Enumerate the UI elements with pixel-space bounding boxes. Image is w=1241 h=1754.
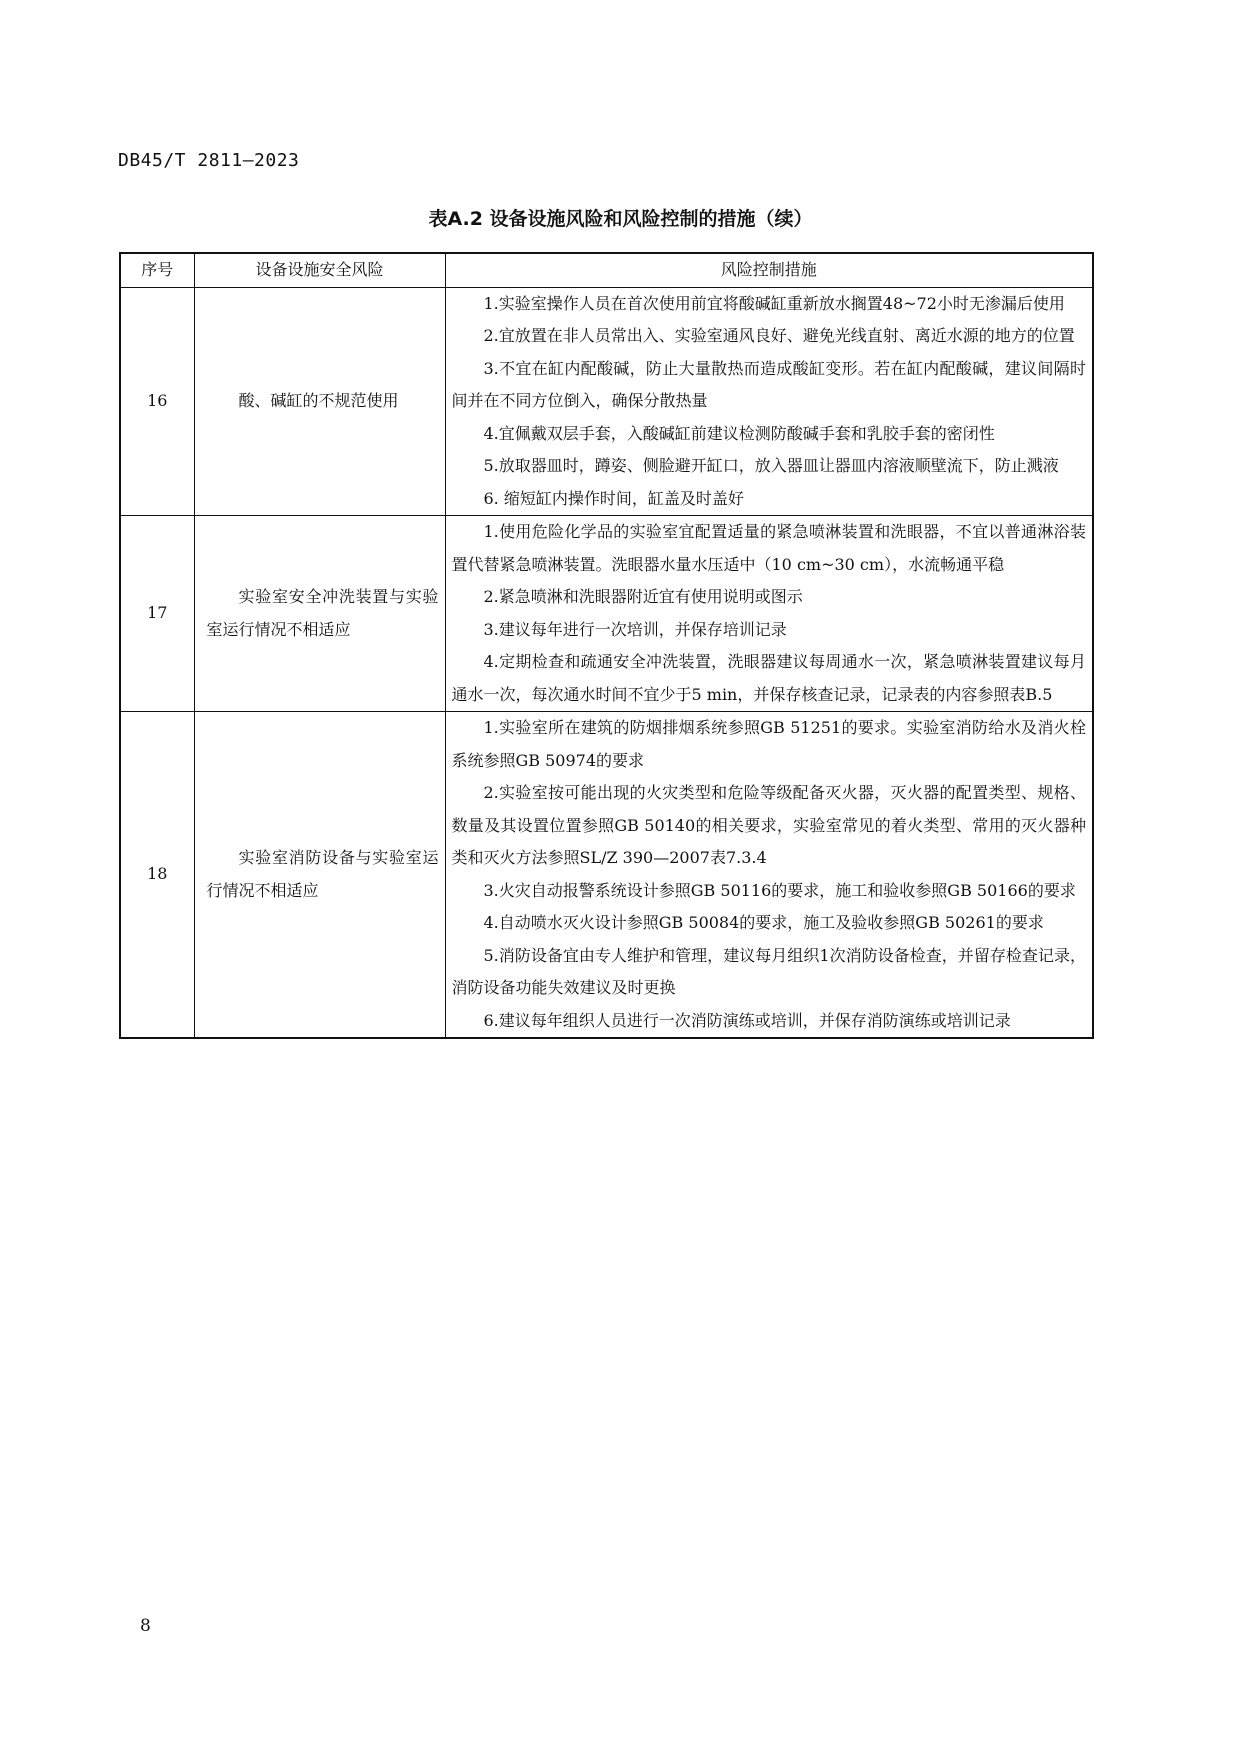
control-measures	[445, 516, 1093, 712]
risk-description: 酸、碱缸的不规范使用	[194, 287, 445, 516]
measure-item: 3.不宜在缸内配酸碱，防止大量散热而造成酸缸变形。若在缸内配酸碱，建议间隔时间并在不同方位倒入，确保分散热量	[451, 358, 1086, 410]
column-header-measures: 风险控制措施	[445, 253, 1093, 287]
measure-item: 5.消防设备宜由专人维护和管理，建议每月组织1次消防设备检查，并留存检查记录，消防设备功能失效建议及时更换	[451, 945, 1086, 997]
measure-item: 4.宜佩戴双层手套，入酸碱缸前建议检测防酸碱手套和乳胶手套的密闭性	[483, 423, 995, 443]
column-header-number: 序号	[120, 253, 194, 287]
table-row	[120, 712, 1093, 1039]
measure-item: 1.实验室操作人员在首次使用前宜将酸碱缸重新放水搁置48~72小时无渗漏后使用	[483, 293, 1065, 313]
document-code: DB45/T 2811—2023	[118, 150, 300, 171]
control-measures	[445, 287, 1093, 516]
page-number: 8	[140, 1616, 151, 1636]
measure-item: 4.自动喷水灭火设计参照GB 50084的要求，施工及验收参照GB 50261的要求	[483, 913, 1044, 932]
measure-item: 6. 缩短缸内操作时间，缸盖及时盖好	[483, 488, 744, 508]
measure-item: 6.建议每年组织人员进行一次消防演练或培训，并保存消防演练或培训记录	[483, 1010, 1011, 1030]
table-title: 表A.2 设备设施风险和风险控制的措施（续）	[428, 208, 813, 230]
measure-item: 3.建议每年进行一次培训，并保存培训记录	[483, 619, 787, 639]
table-row	[120, 516, 1093, 712]
measure-item: 2.紧急喷淋和洗眼器附近宜有使用说明或图示	[483, 587, 803, 606]
measure-item: 2.实验室按可能出现的火灾类型和危险等级配备灭火器，灭火器的配置类型、规格、数量及其设置位置参照GB 50140的相关要求，实验室常见的着火类型、常用的灭火器种类和灭火方法参照SL/Z 390—2007表7.3.4	[451, 783, 1086, 867]
measure-item: 1.使用危险化学品的实验室宜配置适量的紧急喷淋装置和洗眼器，不宜以普通淋浴装置代替紧急喷淋装置。洗眼器水量水压适中（10 cm~30 cm），水流畅通平稳	[451, 522, 1086, 574]
table-row	[120, 287, 1093, 516]
row-number: 16	[120, 287, 194, 516]
column-header-risk: 设备设施安全风险	[194, 253, 445, 287]
risk-description: 实验室安全冲洗装置与实验室运行情况不相适应	[194, 516, 445, 712]
measure-item: 3.火灾自动报警系统设计参照GB 50116的要求，施工和验收参照GB 50166的要求	[483, 880, 1076, 900]
measure-item: 1.实验室所在建筑的防烟排烟系统参照GB 51251的要求。实验室消防给水及消火栓系统参照GB 50974的要求	[451, 718, 1086, 770]
row-number: 17	[120, 516, 194, 712]
measure-item: 5.放取器皿时，蹲姿、侧脸避开缸口，放入器皿让器皿内溶液顺壁流下，防止溅液	[483, 456, 1059, 475]
risk-control-table	[119, 252, 1094, 1039]
row-number: 18	[120, 712, 194, 1039]
control-measures	[445, 712, 1093, 1039]
risk-description: 实验室消防设备与实验室运行情况不相适应	[194, 712, 445, 1039]
measure-item: 4.定期检查和疏通安全冲洗装置，洗眼器建议每周通水一次，紧急喷淋装置建议每月通水一次，每次通水时间不宜少于5 min，并保存核查记录，记录表的内容参照表B.5	[451, 652, 1086, 704]
table-header-row	[120, 253, 1093, 287]
measure-item: 2.宜放置在非人员常出入、实验室通风良好、避免光线直射、离近水源的地方的位置	[483, 326, 1075, 345]
